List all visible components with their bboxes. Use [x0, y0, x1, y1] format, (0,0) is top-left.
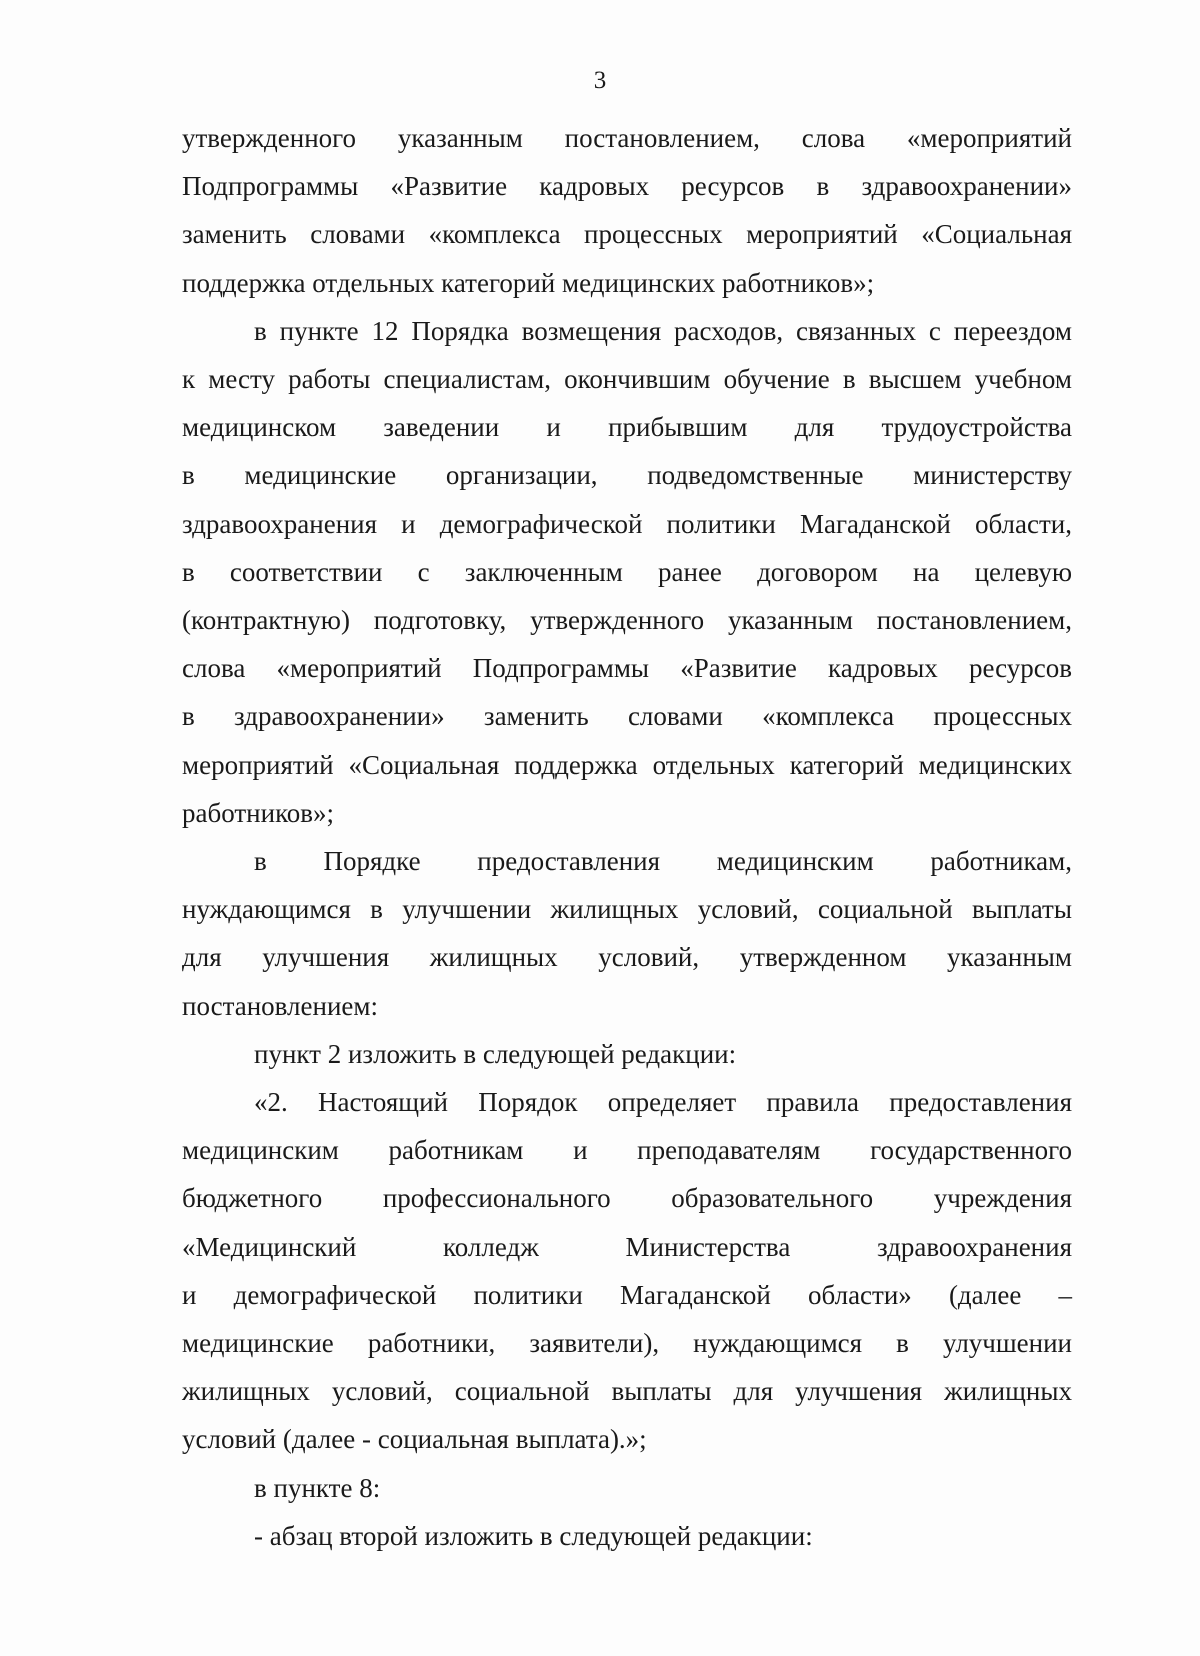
text-line: и демографической политики Магаданской области» (далее – — [182, 1279, 1072, 1310]
text-line: - абзац второй изложить в следующей редакции: — [254, 1520, 813, 1551]
text-line: к месту работы специалистам, окончившим обучение в высшем учебном — [182, 364, 1072, 395]
text-line: жилищных условий, социальной выплаты для улучшения жилищных — [182, 1376, 1072, 1407]
text-line: утвержденного указанным постановлением, слова «мероприятий — [182, 123, 1072, 153]
paragraph-item-2-intro — [182, 1030, 1072, 1078]
text-line: Подпрограммы «Развитие кадровых ресурсов в здравоохранении» — [182, 171, 1072, 202]
text-line: в пункте 12 Порядка возмещения расходов, связанных с переездом — [254, 315, 1072, 346]
text-line: пункт 2 изложить в следующей редакции: — [254, 1038, 737, 1069]
text-line: постановлением: — [182, 990, 378, 1021]
text-line: в медицинские организации, подведомственные министерству — [182, 460, 1072, 491]
page-number: 3 — [593, 67, 607, 94]
text-line: нуждающимся в улучшении жилищных условий, социальной выплаты — [182, 894, 1072, 925]
text-line: «Медицинский колледж Министерства здравоохранения — [182, 1231, 1072, 1262]
text-line: здравоохранения и демографической политики Магаданской области, — [182, 508, 1072, 539]
text-line: в здравоохранении» заменить словами «комплекса процессных — [182, 701, 1072, 732]
text-line: (контрактную) подготовку, утвержденного указанным постановлением, — [182, 605, 1072, 636]
document-body — [182, 114, 1072, 1560]
paragraph-amendment-1 — [182, 114, 1072, 307]
text-line: «2. Настоящий Порядок определяет правила предоставления — [254, 1087, 1072, 1118]
text-line: в Порядке предоставления медицинским работникам, — [254, 846, 1072, 877]
text-line: мероприятий «Социальная поддержка отдельных категорий медицинских — [182, 749, 1072, 780]
paragraph-item-8-subitem — [182, 1512, 1072, 1560]
text-line: медицинском заведении и прибывшим для трудоустройства — [182, 412, 1072, 443]
text-line: работников»; — [182, 797, 335, 828]
paragraph-item-2-text — [182, 1078, 1072, 1464]
text-line: бюджетного профессионального образовательного учреждения — [182, 1183, 1072, 1214]
text-line: условий (далее - социальная выплата).»; — [182, 1424, 647, 1455]
text-line: медицинские работники, заявители), нуждающимся в улучшении — [182, 1328, 1072, 1359]
text-line: медицинским работникам и преподавателям государственного — [182, 1135, 1072, 1166]
text-line: для улучшения жилищных условий, утвержденном указанным — [182, 942, 1072, 973]
text-line: в пункте 8: — [254, 1472, 381, 1503]
paragraph-item-8-intro — [182, 1464, 1072, 1512]
text-line: заменить словами «комплекса процессных мероприятий «Социальная — [182, 219, 1072, 250]
paragraph-amendment-3 — [182, 837, 1072, 1030]
paragraph-amendment-2 — [182, 307, 1072, 837]
text-line: поддержка отдельных категорий медицинских работников»; — [182, 267, 875, 298]
text-line: слова «мероприятий Подпрограммы «Развитие кадровых ресурсов — [182, 653, 1072, 684]
text-line: в соответствии с заключенным ранее договором на целевую — [182, 556, 1072, 587]
